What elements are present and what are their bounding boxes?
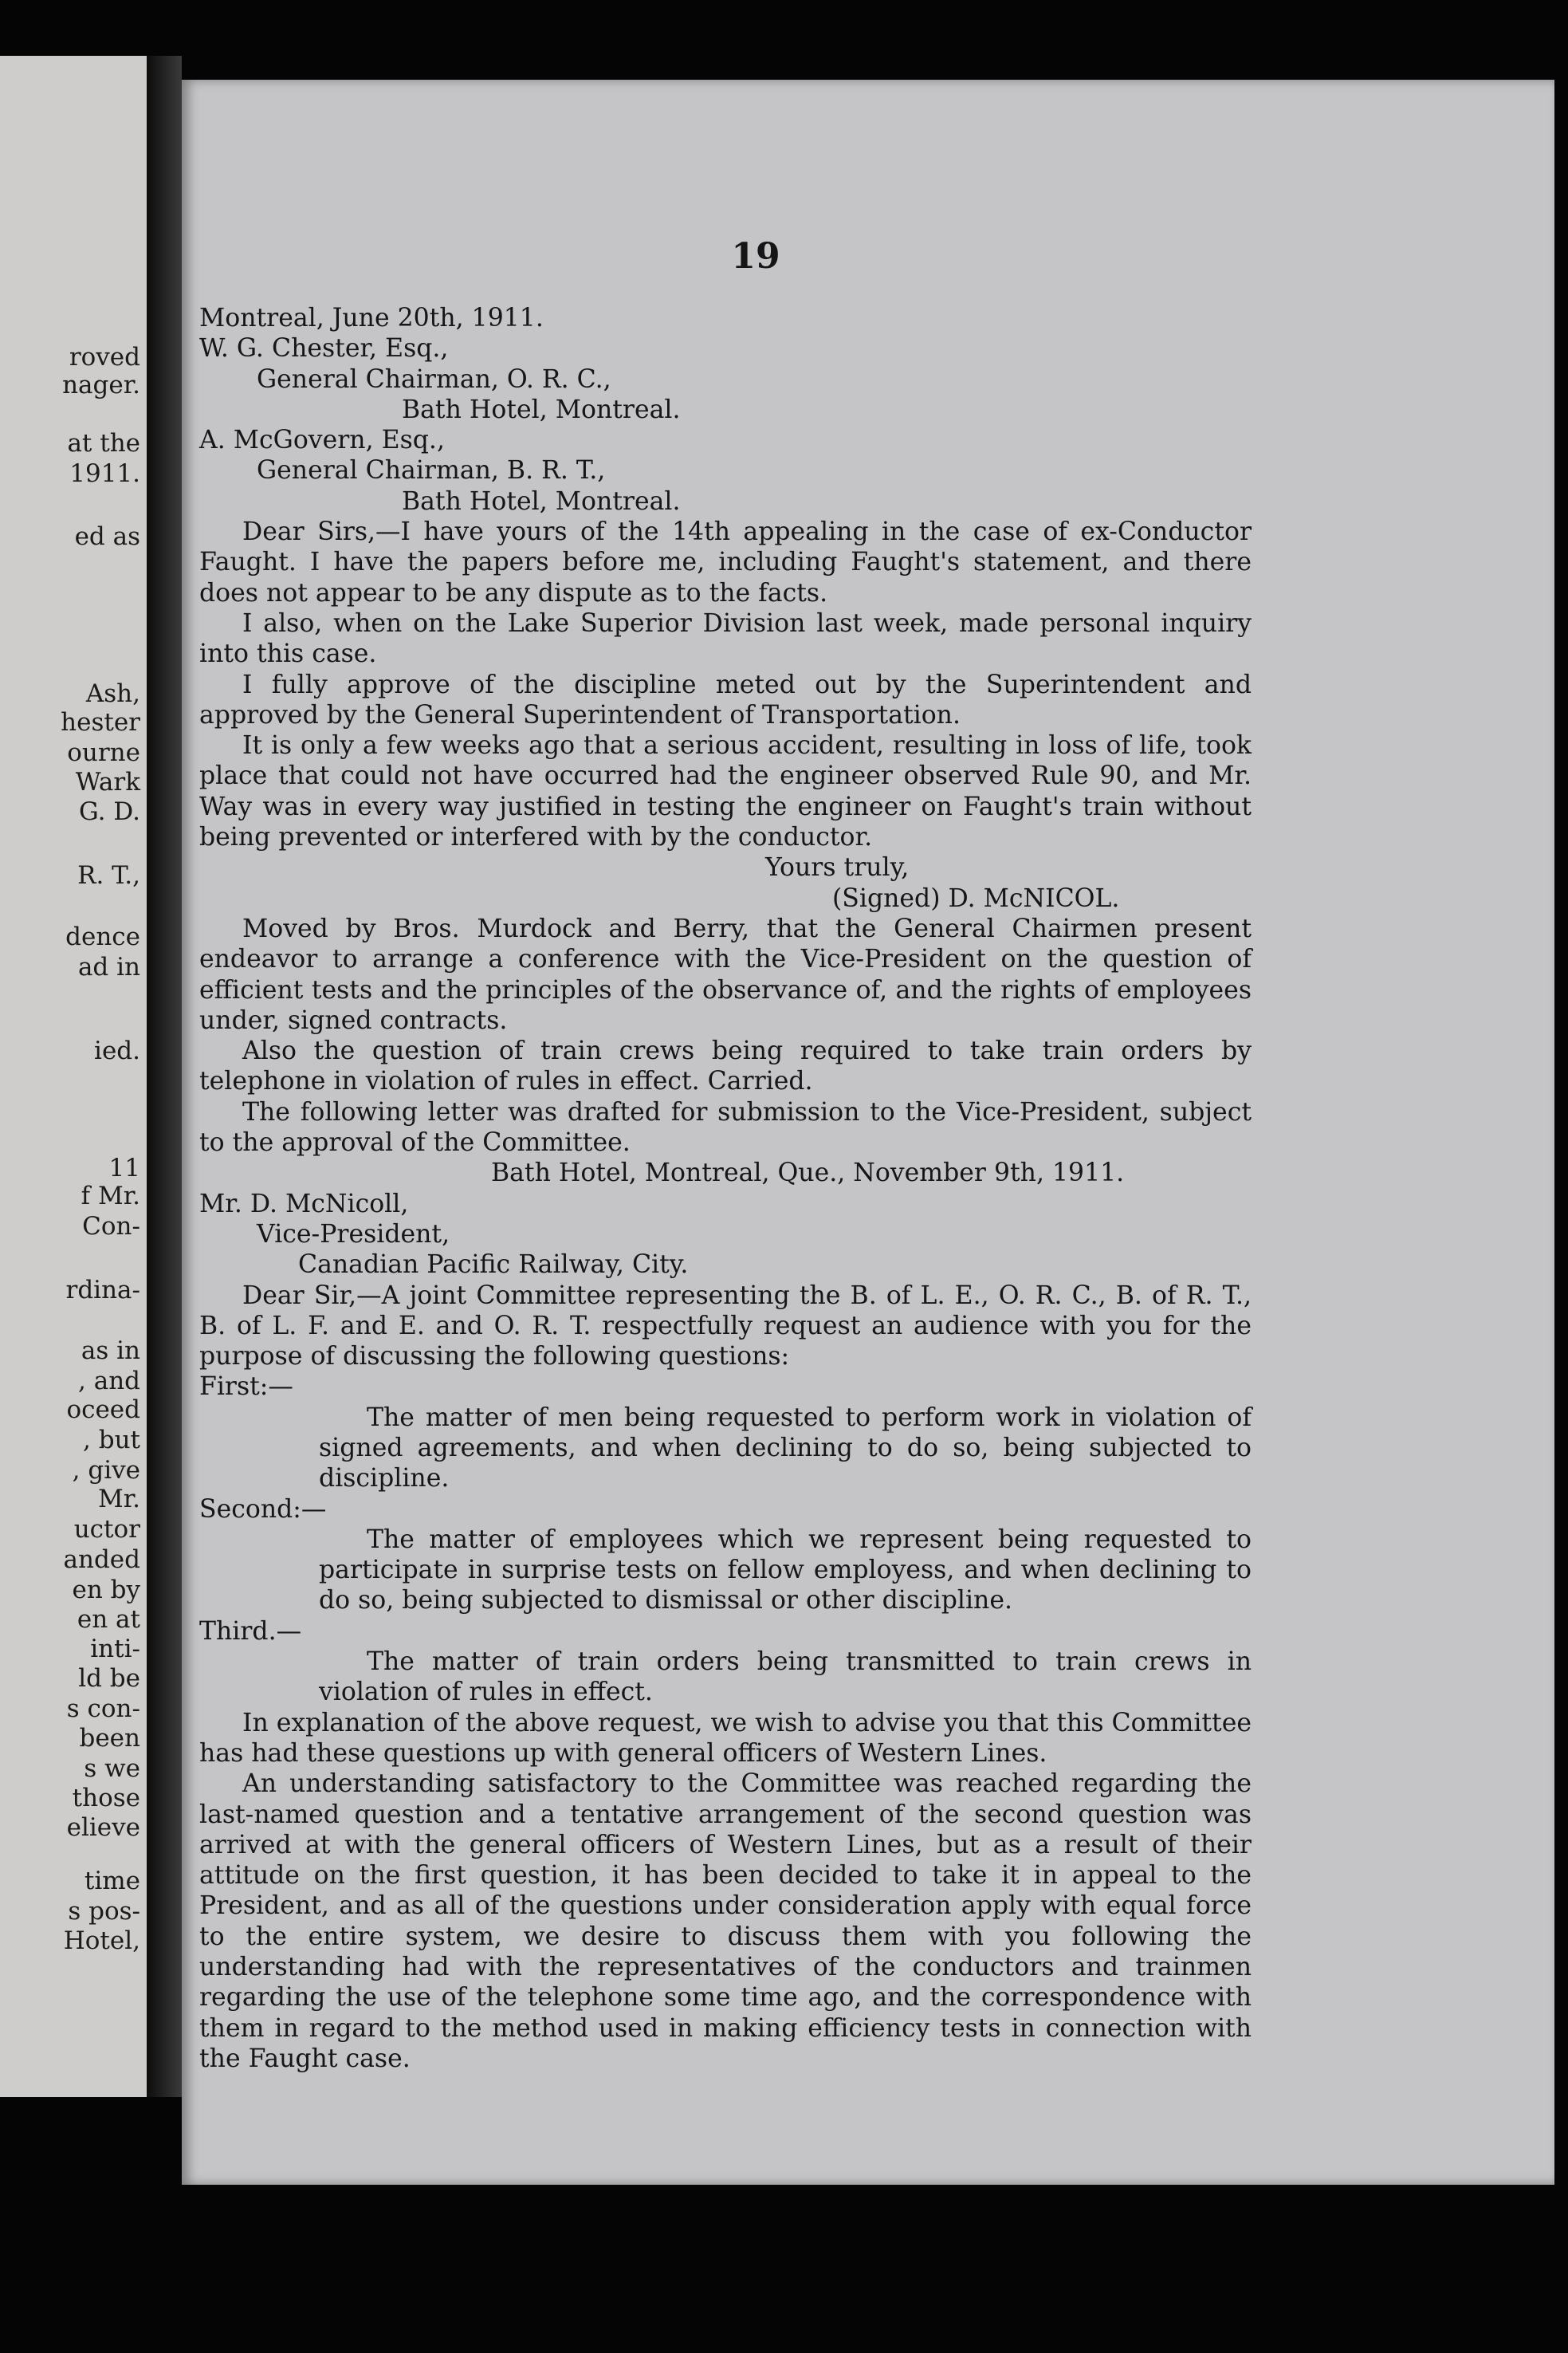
- letter2-addressee-org: Canadian Pacific Railway, City.: [298, 1250, 689, 1280]
- left-page-text-fragment: 1911.: [69, 459, 140, 488]
- left-page-text-fragment: R. T.,: [77, 861, 140, 890]
- left-page-text-fragment: inti-: [90, 1635, 140, 1663]
- left-page-text-fragment: as in: [81, 1336, 140, 1365]
- left-page-text-fragment: 11: [108, 1154, 140, 1182]
- left-page-text-fragment: Ash,: [85, 679, 140, 708]
- left-page-fragment: [0, 56, 150, 2097]
- left-page-text-fragment: Wark: [75, 768, 140, 797]
- left-page-text-fragment: en by: [72, 1576, 140, 1604]
- left-page-text-fragment: , and: [78, 1367, 140, 1395]
- letter1-paragraph: Dear Sirs,—I have yours of the 14th appealing in the case of ex-Conductor Faught. I have the papers before me, including Faught's statement, and there does not appear to be any dispute as to the facts.: [199, 517, 1252, 608]
- letter1-signature: (Signed) D. McNICOL.: [832, 883, 1120, 913]
- intro-paragraph: The following letter was drafted for submission to the Vice-President, subject to the approval of the Committee.: [199, 1097, 1252, 1158]
- letter2-salutation-paragraph: Dear Sir,—A joint Committee representing the B. of L. E., O. R. C., B. of R. T., B. of L. F. and E. and O. R. T. respectfully request an audience with you for the purpose of discussing the following questions:: [199, 1281, 1252, 1371]
- left-page-text-fragment: , but: [83, 1426, 140, 1454]
- left-page-text-fragment: ed as: [74, 522, 140, 551]
- left-page-text-fragment: en at: [77, 1605, 140, 1634]
- second-label: Second:—: [199, 1494, 327, 1524]
- left-page-text-fragment: anded: [63, 1545, 140, 1574]
- document-page: [182, 80, 1554, 2185]
- left-page-text-fragment: dence: [65, 923, 140, 951]
- first-label: First:—: [199, 1372, 293, 1402]
- left-page-text-fragment: uctor: [73, 1515, 140, 1544]
- letter1-paragraph: I fully approve of the discipline meted out by the Superintendent and approved by the General Superintendent of Transportation.: [199, 670, 1252, 730]
- motion-paragraph: Also the question of train crews being required to take train orders by telephone in violation of rules in effect. Carried.: [199, 1037, 1252, 1096]
- left-page-text-fragment: ad in: [77, 953, 140, 982]
- letter1-addressee2-name: A. McGovern, Esq.,: [199, 426, 445, 455]
- left-page-text-fragment: oceed: [66, 1395, 140, 1424]
- left-page-text-fragment: s we: [84, 1754, 140, 1783]
- page-text: [199, 303, 1252, 2074]
- third-question: The matter of train orders being transmitted to train crews in violation of rules in effect.: [319, 1647, 1252, 1707]
- letter2-addressee-name: Mr. D. McNicoll,: [199, 1189, 409, 1218]
- left-page-text-fragment: Mr.: [97, 1485, 140, 1513]
- left-page-text-fragment: G. D.: [79, 797, 140, 826]
- left-page-text-fragment: f Mr.: [81, 1182, 140, 1210]
- page-number: 19: [731, 236, 780, 277]
- motion-paragraph: Moved by Bros. Murdock and Berry, that the General Chairmen present endeavor to arrange a conference with the Vice-President on the question of efficient tests and the principles of the observance of, and the rights of employees under, signed contracts.: [199, 914, 1252, 1035]
- left-page-text-fragment: time: [84, 1867, 140, 1895]
- left-page-text-fragment: ld be: [78, 1664, 140, 1693]
- letter2-paragraph: In explanation of the above request, we wish to advise you that this Committee has had these questions up with general officers of Western Lines.: [199, 1708, 1252, 1768]
- letter2-paragraph: An understanding satisfactory to the Committee was reached regarding the last-named question and a tentative arrangement of the second question was arrived at with the general officers of Western Lines, but as a result of their attitude on the first question, it has been decided to take it in appeal to the President, and as all of the questions under consideration apply with equal force to the entire system, we desire to discuss them with you following the understanding had with the representatives of the conductors and trainmen regarding the use of the telephone some time ago, and the correspondence with them in regard to the method used in making efficiency tests in connection with the Faught case.: [199, 1769, 1252, 2073]
- left-page-text-fragment: ourne: [67, 738, 140, 767]
- letter1-addressee1-name: W. G. Chester, Esq.,: [199, 334, 449, 364]
- left-page-text-fragment: ied.: [94, 1037, 140, 1065]
- letter2-addressee-title: Vice-President,: [257, 1219, 450, 1249]
- second-question: The matter of employees which we represent being requested to participate in surprise tests on fellow employess, and when declining to do so, being subjected to dismissal or other discipline.: [319, 1525, 1252, 1615]
- left-page-text-fragment: roved: [69, 343, 140, 372]
- left-page-text-fragment: those: [72, 1784, 140, 1812]
- first-question: The matter of men being requested to perform work in violation of signed agreements, and when declining to do so, being subjected to discipline.: [319, 1403, 1252, 1493]
- left-page-text-fragment: rdina-: [65, 1276, 140, 1304]
- letter2-dateline: Bath Hotel, Montreal, Que., November 9th, 1911.: [491, 1159, 1125, 1188]
- left-page-text-fragment: at the: [67, 429, 140, 458]
- left-page-text-fragment: s pos-: [68, 1897, 140, 1926]
- left-page-text-fragment: hester: [61, 708, 140, 737]
- left-page-text-fragment: nager.: [62, 371, 140, 399]
- letter1-addressee1-title: General Chairman, O. R. C.,: [257, 364, 611, 394]
- letter1-addressee2-place: Bath Hotel, Montreal.: [402, 486, 681, 516]
- book-gutter: [147, 56, 182, 2097]
- letter1-dateline: Montreal, June 20th, 1911.: [199, 304, 544, 332]
- left-page-text-fragment: s con-: [66, 1694, 140, 1723]
- letter1-addressee2-title: General Chairman, B. R. T.,: [257, 456, 606, 486]
- letter1-addressee1-place: Bath Hotel, Montreal.: [402, 395, 681, 424]
- letter1-paragraph: It is only a few weeks ago that a serious accident, resulting in loss of life, took place that could not have occurred had the engineer observed Rule 90, and Mr. Way was in every way justified in testing the engineer on Faught's train without being prevented or interfered with by the conductor.: [199, 731, 1252, 852]
- third-label: Third.—: [199, 1616, 302, 1646]
- left-page-text-fragment: Con-: [82, 1212, 140, 1241]
- left-page-text-fragment: elieve: [66, 1813, 140, 1842]
- left-page-text-fragment: Hotel,: [63, 1926, 140, 1955]
- left-page-text-fragment: been: [79, 1724, 140, 1753]
- left-page-text-fragment: , give: [72, 1456, 140, 1485]
- letter1-paragraph: I also, when on the Lake Superior Division last week, made personal inquiry into this case.: [199, 608, 1252, 669]
- letter1-closing: Yours truly,: [765, 853, 910, 883]
